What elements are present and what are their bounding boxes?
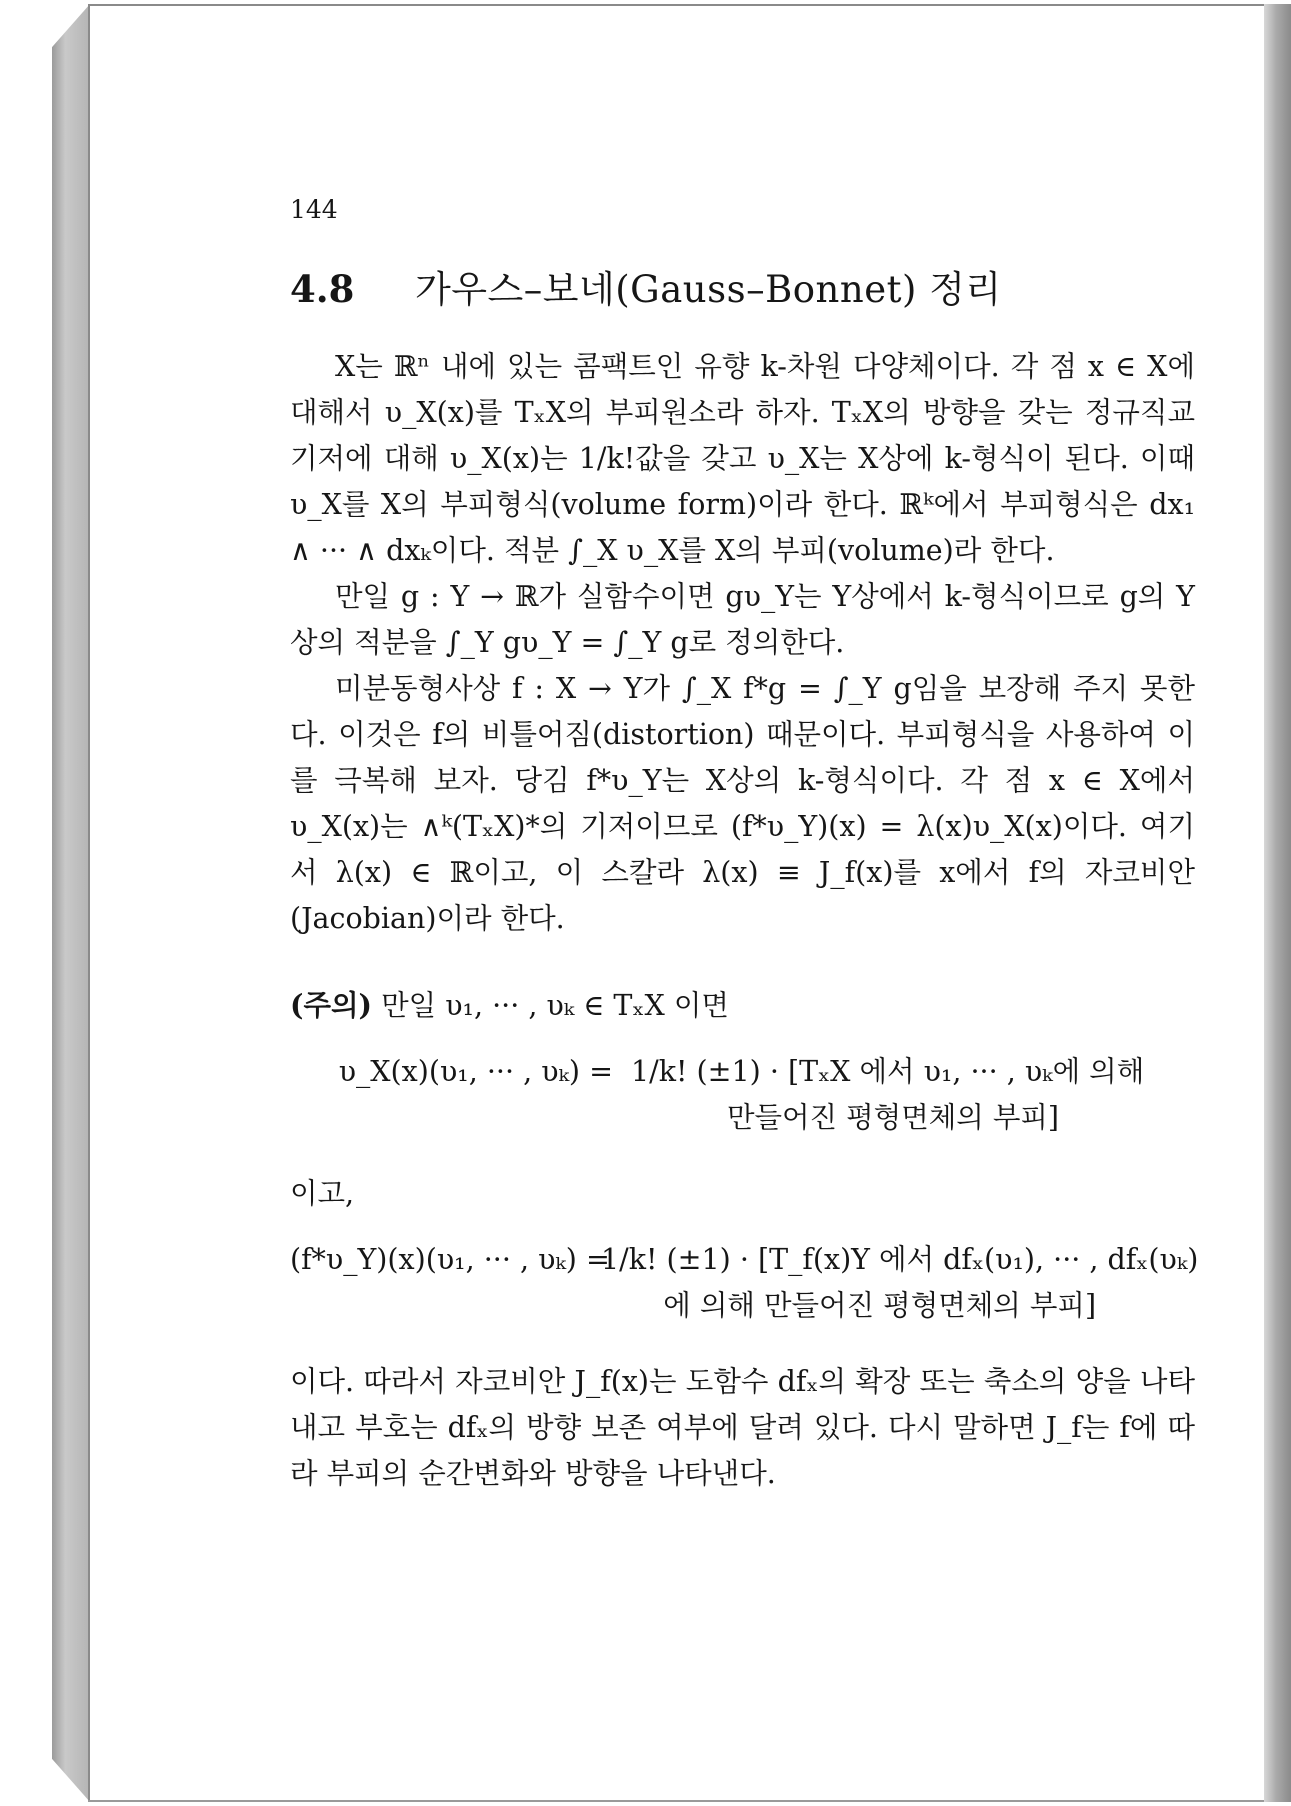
section-title-text: 가우스–보네(Gauss–Bonnet) 정리 (415, 268, 1002, 311)
section-number: 4.8 (290, 267, 355, 311)
note-heading (290, 982, 1195, 1029)
equation-pullback (290, 1237, 1199, 1329)
equation1-rhs-line1: 1/k! (±1) · [TₓX 에서 υ₁, ··· , υₖ에 의해 (631, 1055, 1145, 1088)
equation1-rhs-line2: 만들어진 평형면체의 부피] (726, 1101, 1060, 1134)
book-page-edge (52, 4, 90, 1802)
conjunction-text: 이고, (290, 1177, 355, 1210)
section-title (290, 263, 1195, 316)
paragraph-conclusion: 이다. 따라서 자코비안 J_f(x)는 도함수 dfₓ의 확장 또는 축소의 양을 나타내고 부호는 dfₓ의 방향 보존 여부에 달려 있다. 다시 말하면 J_f는 f에 따라 부피의 순간변화와 방향을 나타낸다. (290, 1365, 1195, 1490)
page-content (290, 195, 1199, 1497)
equation1-lhs: υ_X(x)(υ₁, ··· , υₖ) = (338, 1055, 613, 1088)
equation2-lhs: (f*υ_Y)(x)(υ₁, ··· , υₖ) = (290, 1243, 610, 1276)
paragraph-integral-definition: 만일 g : Y → ℝ가 실함수이면 gυ_Y는 Y상에서 k-형식이므로 g의 Y상의 적분을 ∫_Y gυ_Y = ∫_Y g로 정의한다. (290, 580, 1195, 659)
equation2-rhs-line1: 1/k! (±1) · [T_f(x)Y 에서 dfₓ(υ₁), ··· , dfₓ(υₖ) (601, 1243, 1199, 1276)
note-text: 만일 υ₁, ··· , υₖ ∈ TₓX 이면 (372, 989, 729, 1022)
note-label: (주의) (290, 988, 373, 1022)
paragraph-jacobian: 미분동형사상 f : X → Y가 ∫_X f*g = ∫_Y g임을 보장해 주지 못한다. 이것은 f의 비틀어짐(distortion) 때문이다. 부피형식을 사용하여 이를 극복해 보자. 당김 f*υ_Y는 X상의 k-형식이다. 각 점 x ∈ X에서 υ_X(x)는 ∧ᵏ(TₓX)*의 기저이므로 (f*υ_Y)(x) = λ(x)υ_X(x)이다. 여기서 λ(x) ∈ ℝ이고, 이 스칼라 λ(x) ≡ J_f(x)를 x에서 f의 자코비안(Jacobian)이라 한다. (290, 672, 1195, 935)
equation-volume-element (290, 1049, 1195, 1141)
paragraph-volume-form: X는 ℝⁿ 내에 있는 콤팩트인 유향 k-차원 다양체이다. 각 점 x ∈ X에 대해서 υ_X(x)를 TₓX의 부피원소라 하자. TₓX의 방향을 갖는 정규직교기저에 대해 υ_X(x)는 1/k!값을 갖고 υ_X는 X상에 k-형식이 된다. 이때 υ_X를 X의 부피형식(volume form)이라 한다. ℝᵏ에서 부피형식은 dx₁ ∧ ··· ∧ dxₖ이다. 적분 ∫_X υ_X를 X의 부피(volume)라 한다. (290, 350, 1195, 567)
book-spine-shadow (1264, 4, 1291, 1802)
page-bottom-border (88, 1800, 1264, 1802)
equation2-rhs-line2: 에 의해 만들어진 평형면체의 부피] (663, 1289, 1097, 1322)
page-number: 144 (290, 195, 338, 224)
